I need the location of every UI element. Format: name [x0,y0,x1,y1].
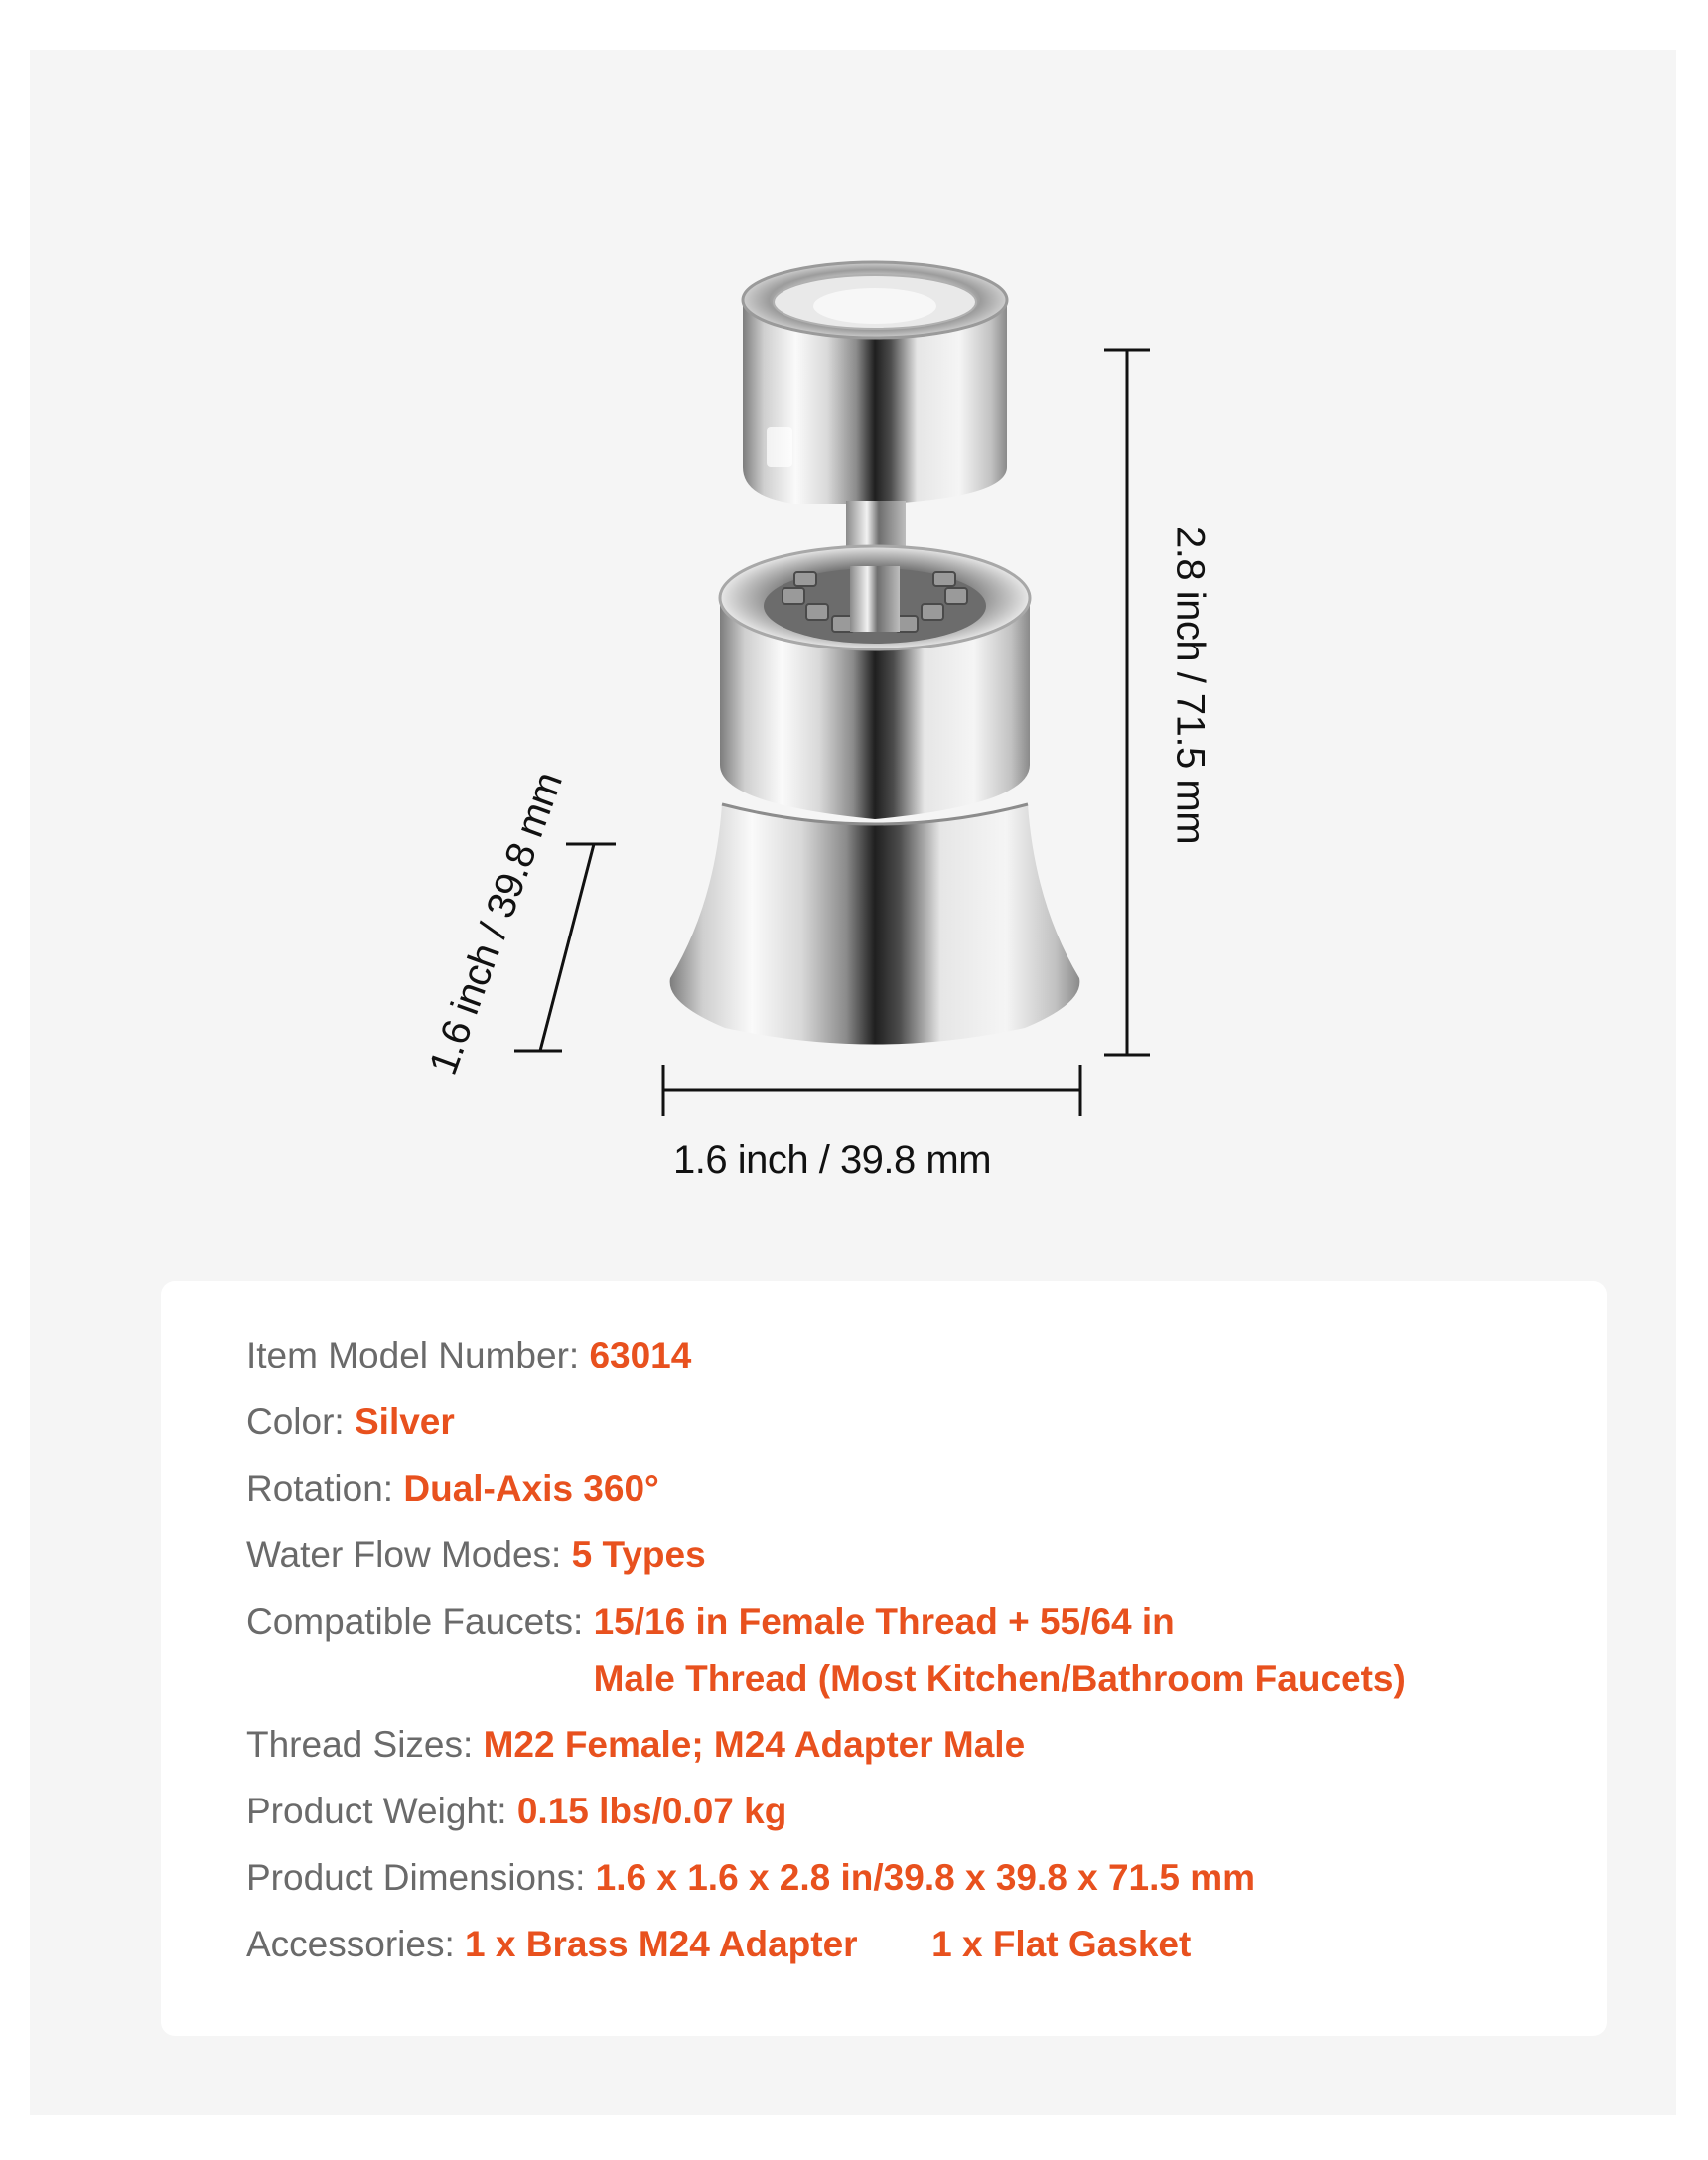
spec-row-weight [246,1783,786,1840]
spec-value: Dual-Axis 360° [403,1468,659,1509]
spec-label: Product Weight: [246,1791,507,1831]
height-dimension-label: 2.8 inch / 71.5 mm [1168,525,1212,845]
spec-value: 5 Types [571,1534,706,1575]
product-canvas [30,50,1676,2115]
width-dimension-line [663,1065,1080,1116]
spec-row-rotation [246,1460,659,1517]
spec-label: Compatible Faucets: [246,1601,584,1642]
spec-value: 1.6 x 1.6 x 2.8 in/39.8 x 39.8 x 71.5 mm [595,1857,1256,1898]
spec-label: Rotation: [246,1468,394,1509]
spec-row-model [246,1327,691,1384]
spec-label: Water Flow Modes: [246,1534,562,1575]
width-dimension-label: 1.6 inch / 39.8 mm [673,1138,992,1182]
spec-row-product-dimensions [246,1849,1255,1907]
spec-value: Silver [354,1401,455,1442]
top-cap [743,262,1007,504]
spec-row-accessories [246,1916,1191,1973]
spec-value: 63014 [589,1335,692,1375]
lower-bell [670,804,1080,1045]
spec-row-flow-modes [246,1526,706,1584]
depth-dimension-label: 1.6 inch / 39.8 mm [421,766,571,1080]
specifications-card [161,1281,1607,2036]
spec-value-gasket: 1 x Flat Gasket [931,1924,1192,1964]
spec-row-thread-sizes [246,1716,1025,1774]
spec-label: Product Dimensions: [246,1857,586,1898]
spec-value: 0.15 lbs/0.07 kg [516,1791,787,1831]
height-dimension-line [1104,350,1150,1055]
spec-value: M22 Female; M24 Adapter Male [483,1724,1026,1765]
spec-label: Item Model Number: [246,1335,580,1375]
spec-value [594,1593,1406,1708]
spec-value-line-1: 15/16 in Female Thread + 55/64 in [593,1601,1175,1642]
spec-value-adapter: 1 x Brass M24 Adapter [465,1924,858,1964]
upper-body [720,546,1030,819]
spec-row-compatible-faucets [246,1593,1406,1708]
spec-label: Accessories: [246,1924,455,1964]
spec-value-line-2: Male Thread (Most Kitchen/Bathroom Faucets) [593,1658,1406,1699]
spec-row-color [246,1393,455,1451]
faucet-aerator-illustration [30,50,1676,1222]
spec-label: Color: [246,1401,345,1442]
spec-label: Thread Sizes: [246,1724,474,1765]
